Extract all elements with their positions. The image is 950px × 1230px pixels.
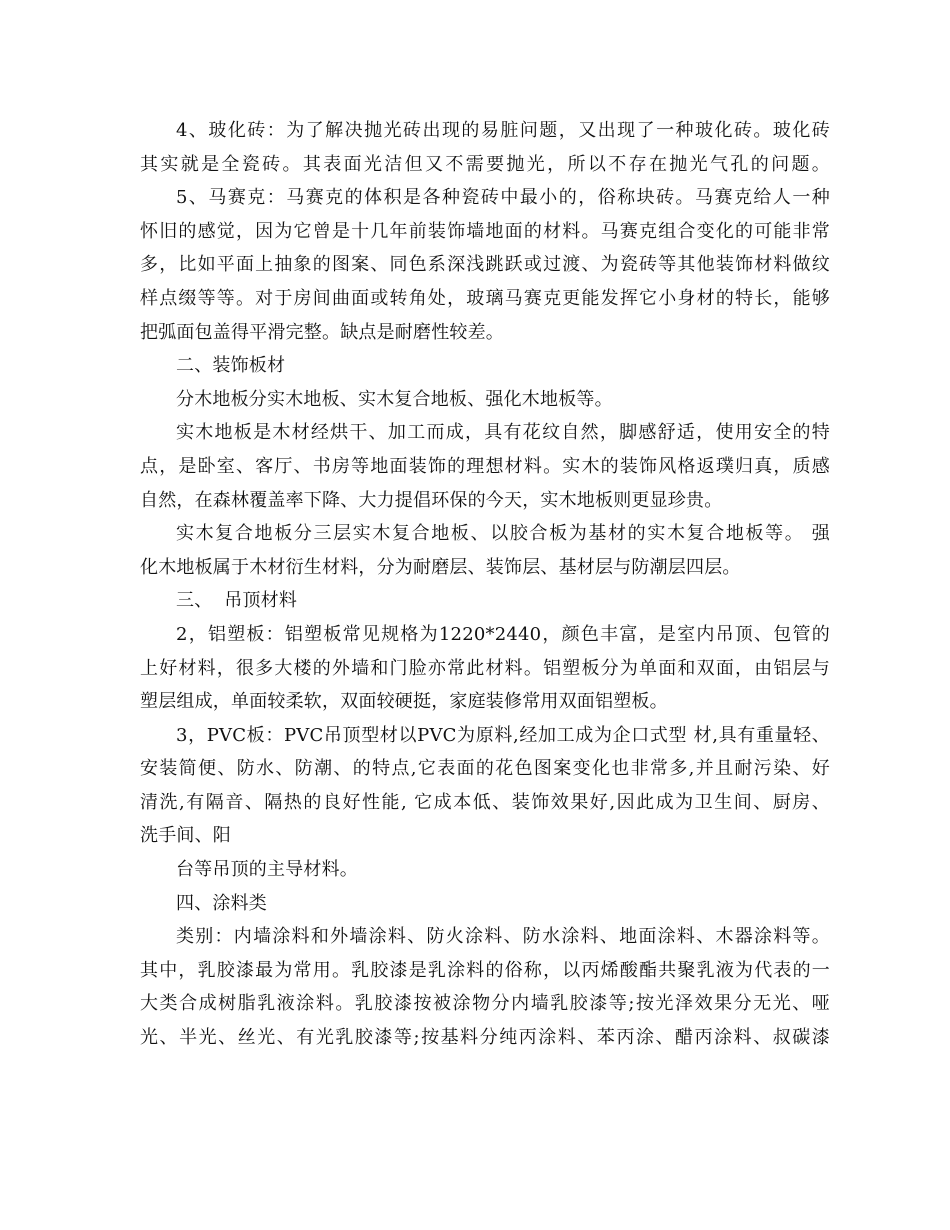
text-line: 样点缀等等。对于房间曲面或转角处，玻璃马赛克更能发挥它小身材的特长，能够 <box>140 287 830 309</box>
text-line: 洗手间、阳 <box>140 825 231 847</box>
text-line: 类别：内墙涂料和外墙涂料、防火涂料、防水涂料、地面涂料、木器涂料等。 <box>176 926 830 948</box>
section-heading: 二、装饰板材 <box>176 355 286 377</box>
text-line: 实木地板是木材经烘干、加工而成，具有花纹自然，脚感舒适，使用安全的特 <box>176 422 830 444</box>
text-line: 化木地板属于木材衍生材料，分为耐磨层、装饰层、基材层与防潮层四层。 <box>140 556 741 578</box>
section-heading: 四、涂料类 <box>176 892 267 914</box>
text-line: 塑层组成，单面较柔软，双面较硬挺，家庭装修常用双面铝塑板。 <box>140 691 668 713</box>
text-line: 把弧面包盖得平滑完整。缺点是耐磨性较差。 <box>140 321 504 343</box>
text-line: 自然，在森林覆盖率下降、大力提倡环保的今天，实木地板则更显珍贵。 <box>140 489 723 511</box>
text-line: 其实就是全瓷砖。其表面光洁但又不需要抛光，所以不存在抛光气孔的问题。 <box>140 153 830 175</box>
text-line: 上好材料，很多大楼的外墙和门脸亦常此材料。铝塑板分为单面和双面，由铝层与 <box>140 657 830 679</box>
text-line: 台等吊顶的主导材料。 <box>176 859 358 881</box>
text-line: 多，比如平面上抽象的图案、同色系深浅跳跃或过渡、为瓷砖等其他装饰材料做纹 <box>140 254 830 276</box>
text-line: 大类合成树脂乳液涂料。乳胶漆按被涂物分内墙乳胶漆等;按光泽效果分无光、哑 <box>140 993 830 1015</box>
text-line: 安装简便、防水、防潮、的特点,它表面的花色图案变化也非常多,并且耐污染、好 <box>140 758 830 780</box>
text-line: 光、半光、丝光、有光乳胶漆等;按基料分纯丙涂料、苯丙涂、醋丙涂料、叔碳漆 <box>140 1027 830 1049</box>
text-line: 其中，乳胶漆最为常用。乳胶漆是乳涂料的俗称，以丙烯酸酯共聚乳液为代表的一 <box>140 959 830 981</box>
text-line: 点，是卧室、客厅、书房等地面装饰的理想材料。实木的装饰风格返璞归真，质感 <box>140 455 830 477</box>
text-line: 实木复合地板分三层实木复合地板、以胶合板为基材的实木复合地板等。 强 <box>176 523 830 545</box>
text-line: 5、马赛克：马赛克的体积是各种瓷砖中最小的，俗称块砖。马赛克给人一种 <box>176 187 830 209</box>
text-line: 4、玻化砖：为了解决抛光砖出现的易脏问题，又出现了一种玻化砖。玻化砖 <box>176 120 830 141</box>
document-body <box>140 114 830 1055</box>
text-line: 清洗,有隔音、隔热的良好性能, 它成本低、装饰效果好,因此成为卫生间、厨房、 <box>140 791 830 813</box>
text-line: 分木地板分实木地板、实木复合地板、强化木地板等。 <box>176 388 613 410</box>
text-line: 怀旧的感觉，因为它曾是十几年前装饰墙地面的材料。马赛克组合变化的可能非常 <box>140 220 830 242</box>
text-line: 2，铝塑板：铝塑板常见规格为1220*2440，颜色丰富，是室内吊顶、包管的 <box>176 623 830 645</box>
section-heading: 三、 吊顶材料 <box>176 590 298 612</box>
text-line: 3，PVC板：PVC吊顶型材以PVC为原料,经加工成为企口式型 材,具有重量轻、 <box>176 724 830 746</box>
